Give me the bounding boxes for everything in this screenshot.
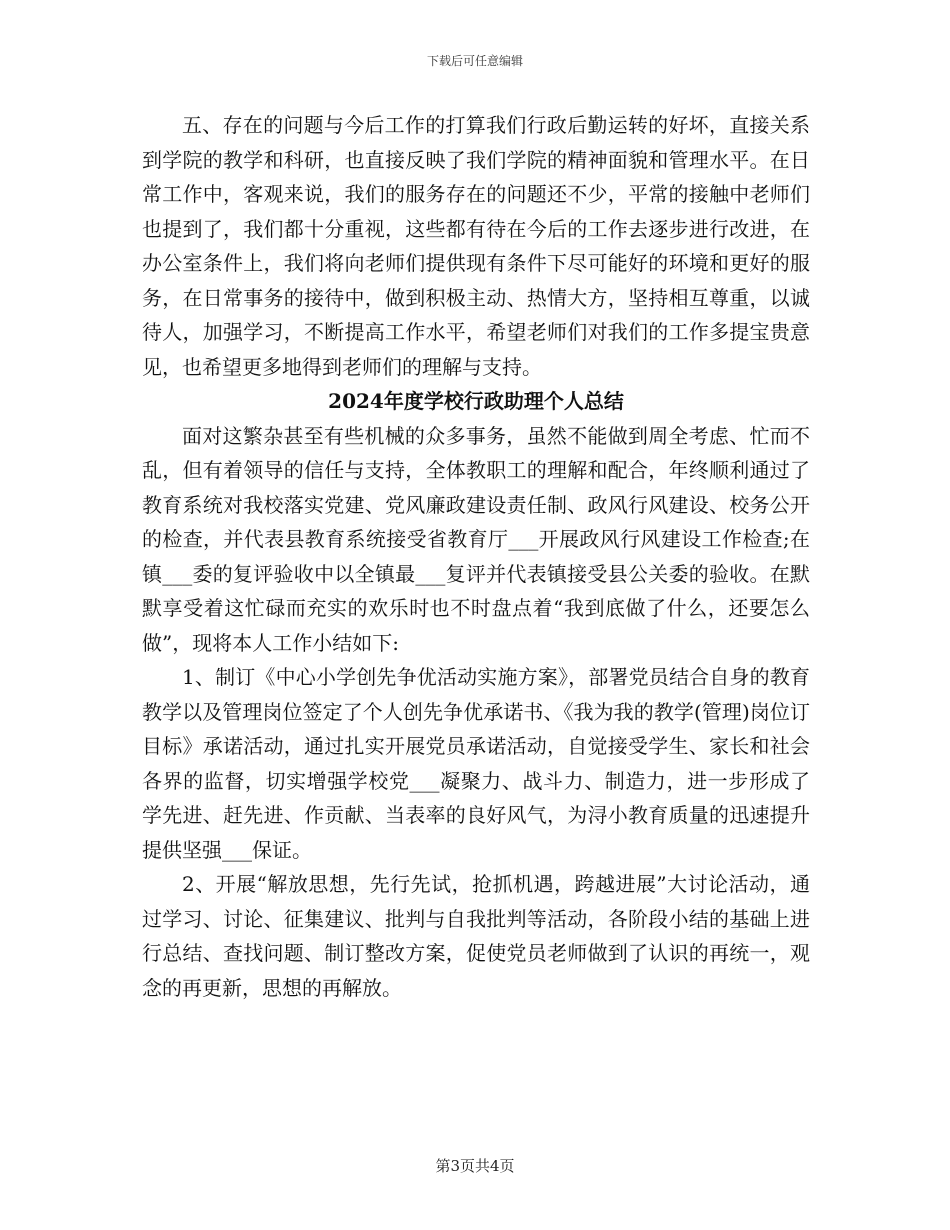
page-header: 下载后可任意编辑	[426, 54, 523, 68]
paragraph-item-1: 1、制订《中心小学创先争优活动实施方案》，部署党员结合自身的教育教学以及管理岗位签定了个人创先争优承诺书、《我为我的教学(管理)岗位订目标》承诺活动，通过扎实开展党员承诺活动，自觉接受学生、家长和社会各界的监督，切实增强学校党___凝聚力、战斗力、制造力，进一步形成了学先进、赶先进、作贡献、当表率的良好风气，为浔小教育质量的迅速提升提供坚强___保证。	[142, 665, 810, 862]
paragraph-item-2: 2、开展“解放思想，先行先试，抢抓机遇，跨越进展”大讨论活动，通过学习、讨论、征集建议、批判与自我批判等活动，各阶段小结的基础上进行总结、查找问题、制订整改方案，促使党员老师做到了认识的再统一，观念的再更新，思想的再解放。	[142, 872, 810, 1000]
paragraph-problems-and-plans: 五、存在的问题与今后工作的打算我们行政后勤运转的好坏，直接关系到学院的教学和科研，也直接反映了我们学院的精神面貌和管理水平。在日常工作中，客观来说，我们的服务存在的问题还不少，平常的接触中老师们也提到了，我们都十分重视，这些都有待在今后的工作去逐步进行改进，在办公室条件上，我们将向老师们提供现有条件下尽可能好的环境和更好的服务，在日常事务的接待中，做到积极主动、热情大方，坚持相互尊重，以诚待人，加强学习，不断提高工作水平，希望老师们对我们的工作多提宝贵意见，也希望更多地得到老师们的理解与支持。	[142, 113, 810, 379]
document-body	[142, 108, 810, 1005]
page-number: 第3页共4页	[435, 1157, 515, 1175]
paragraph-introduction: 面对这繁杂甚至有些机械的众多事务，虽然不能做到周全考虑、忙而不乱，但有着领导的信任与支持，全体教职工的理解和配合，年终顺利通过了教育系统对我校落实党建、党风廉政建设责任制、政风行风建设、校务公开的检查，并代表县教育系统接受省教育厅___开展政风行风建设工作检查;在镇___委的复评验收中以全镇最___复评并代表镇接受县公关委的验收。在默默享受着这忙碌而充实的欢乐时也不时盘点着“我到底做了什么，还要怎么做”，现将本人工作小结如下:	[142, 423, 810, 655]
document-title: 2024年度学校行政助理个人总结	[328, 389, 624, 413]
